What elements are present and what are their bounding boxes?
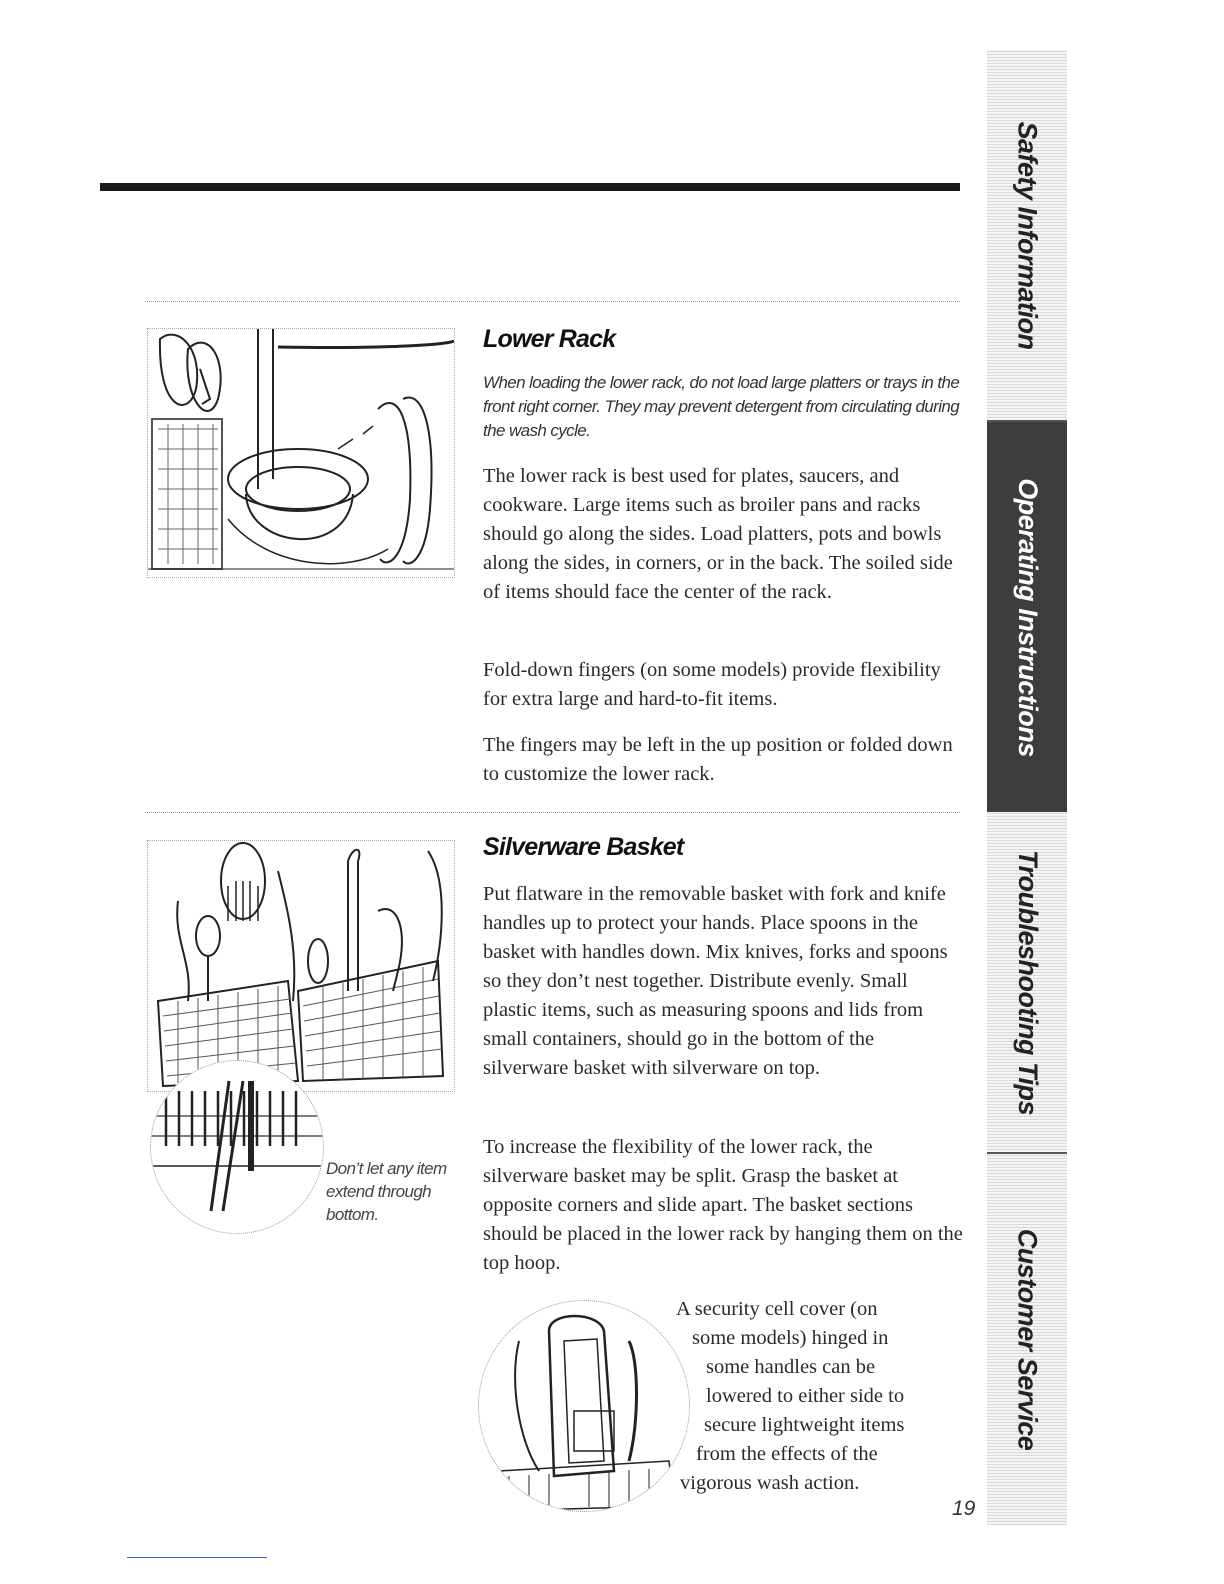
lower-rack-heading: Lower Rack: [483, 325, 616, 353]
lower-rack-paragraph: Fold-down fingers (on some models) provide flexibility for extra large and hard-to-fit items.: [483, 659, 941, 710]
top-rule: [100, 183, 960, 191]
section-divider: [145, 812, 960, 813]
security-cell-cover-text: A security cell cover (on some models) hinged in some handles can be lowered to either side to secure lightweight items from the effects of the vigorous wash action.: [676, 1298, 905, 1494]
lower-rack-paragraph: The lower rack is best used for plates, saucers, and cookware. Large items such as broiler pans and racks should go along the sides. Load platters, pots and bowls along the sides, in corners, or in the back. The soiled side of items should face the center of the rack.: [483, 465, 953, 603]
footer-underline: [127, 1557, 267, 1558]
silverware-basket-heading: Silverware Basket: [483, 833, 684, 861]
silverware-basket-paragraph: Put flatware in the removable basket with fork and knife handles up to protect your hands. Place spoons in the basket with handles down. Mix knives, forks and spoons so they don’t nest together. Distribute evenly. Small plastic items, such as measuring spoons and lids from small containers, should go in the bottom of the silverware basket with silverware on top.: [483, 883, 948, 1079]
lower-rack-illustration: [147, 328, 455, 578]
lower-rack-paragraph: The fingers may be left in the up position or folded down to customize the lower rack.: [483, 734, 953, 785]
silverware-basket-illustration: [147, 840, 455, 1092]
tab-safety-information[interactable]: Safety Information: [1012, 120, 1043, 350]
section-divider: [145, 301, 960, 302]
lower-rack-caution: When loading the lower rack, do not load large platters or trays in the front right corner. They may prevent detergent from circulating during the wash cycle.: [483, 373, 960, 440]
section-tabs: [987, 50, 1067, 1525]
silverware-basket-paragraph: To increase the flexibility of the lower rack, the silverware basket may be split. Grasp the basket at opposite corners and slide apart. The basket sections should be placed in the lower rack by hanging them on the top hoop.: [483, 1136, 963, 1274]
basket-bottom-callout: Don’t let any item extend through bottom.: [326, 1159, 447, 1224]
page-number: 19: [952, 1497, 976, 1520]
security-cell-cover-illustration: [478, 1300, 690, 1512]
basket-bottom-detail-illustration: [150, 1060, 324, 1234]
tab-operating-instructions[interactable]: Operating Instructions: [987, 422, 1067, 812]
tab-customer-service[interactable]: Customer Service: [1012, 1228, 1043, 1451]
tab-troubleshooting-tips[interactable]: Troubleshooting Tips: [1012, 849, 1043, 1115]
